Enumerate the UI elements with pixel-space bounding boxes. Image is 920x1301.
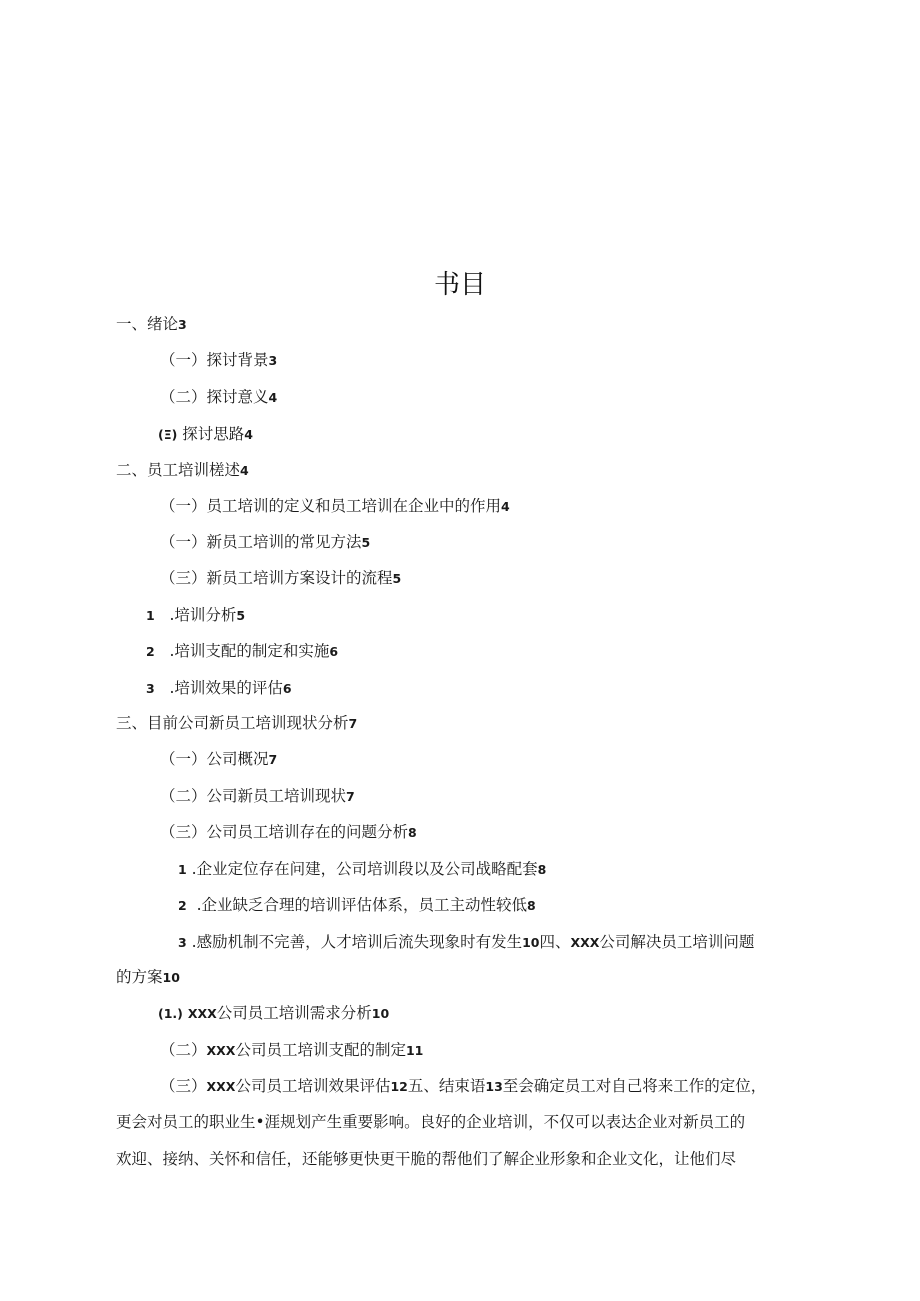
toc-item[interactable]: （一）新员工培训的常见方法5: [160, 533, 371, 551]
toc-item[interactable]: （三）新员工培训方案设计的流程5: [160, 569, 402, 587]
toc-item[interactable]: 2 .培训支配的制定和实施6: [146, 642, 339, 660]
page-title: 书目: [433, 270, 486, 300]
toc-item[interactable]: （二）探讨意义4: [160, 388, 278, 406]
toc-item[interactable]: 3 .培训效果的评估6: [146, 679, 292, 697]
toc-item[interactable]: 1 .培训分析5: [146, 606, 246, 624]
body-paragraph-line: 更会对员工的职业生•涯规划产生重要影响。良好的企业培训，不仅可以表达企业对新员工的: [116, 1113, 746, 1131]
toc-item[interactable]: （三）公司员工培训存在的问题分析8: [160, 823, 417, 841]
toc-item[interactable]: 二、员工培训槎述4: [116, 461, 249, 479]
toc-item[interactable]: 一、绪论3: [116, 315, 187, 333]
toc-item[interactable]: 1 .企业定位存在问建，公司培训段以及公司战略配套8: [178, 860, 547, 878]
toc-item[interactable]: （二）XXX公司员工培训支配的制定11: [160, 1041, 424, 1059]
toc-item[interactable]: 三、目前公司新员工培训现状分析7: [116, 714, 358, 732]
toc-item[interactable]: （二）公司新员工培训现状7: [160, 787, 355, 805]
toc-item[interactable]: （一）公司概况7: [160, 750, 278, 768]
toc-item[interactable]: （一）员工培训的定义和员工培训在企业中的作用4: [160, 497, 510, 515]
toc-item-merged[interactable]: （三）XXX公司员工培训效果评估12五、结束语13至会确定员工对自己将来工作的定位，: [160, 1077, 767, 1095]
toc-item[interactable]: （一）探讨背景3: [160, 351, 278, 369]
body-paragraph-line: 欢迎、接纳、关怀和信任，还能够更快更干脆的帮他们了解企业形象和企业文化，让他们尽: [116, 1150, 737, 1168]
toc-item[interactable]: 的方案10: [116, 968, 180, 986]
toc-item[interactable]: (1.) XXX公司员工培训需求分析10: [158, 1004, 390, 1022]
toc-item[interactable]: 3 .感励机制不完善，人才培训后流失现象时有发生10四、XXX公司解决员工培训问题: [178, 933, 755, 951]
toc-item[interactable]: (Ξ) 探讨思路4: [158, 425, 253, 443]
toc-item[interactable]: 2 .企业缺乏合理的培训评估体系，员工主动性较低8: [178, 896, 536, 914]
